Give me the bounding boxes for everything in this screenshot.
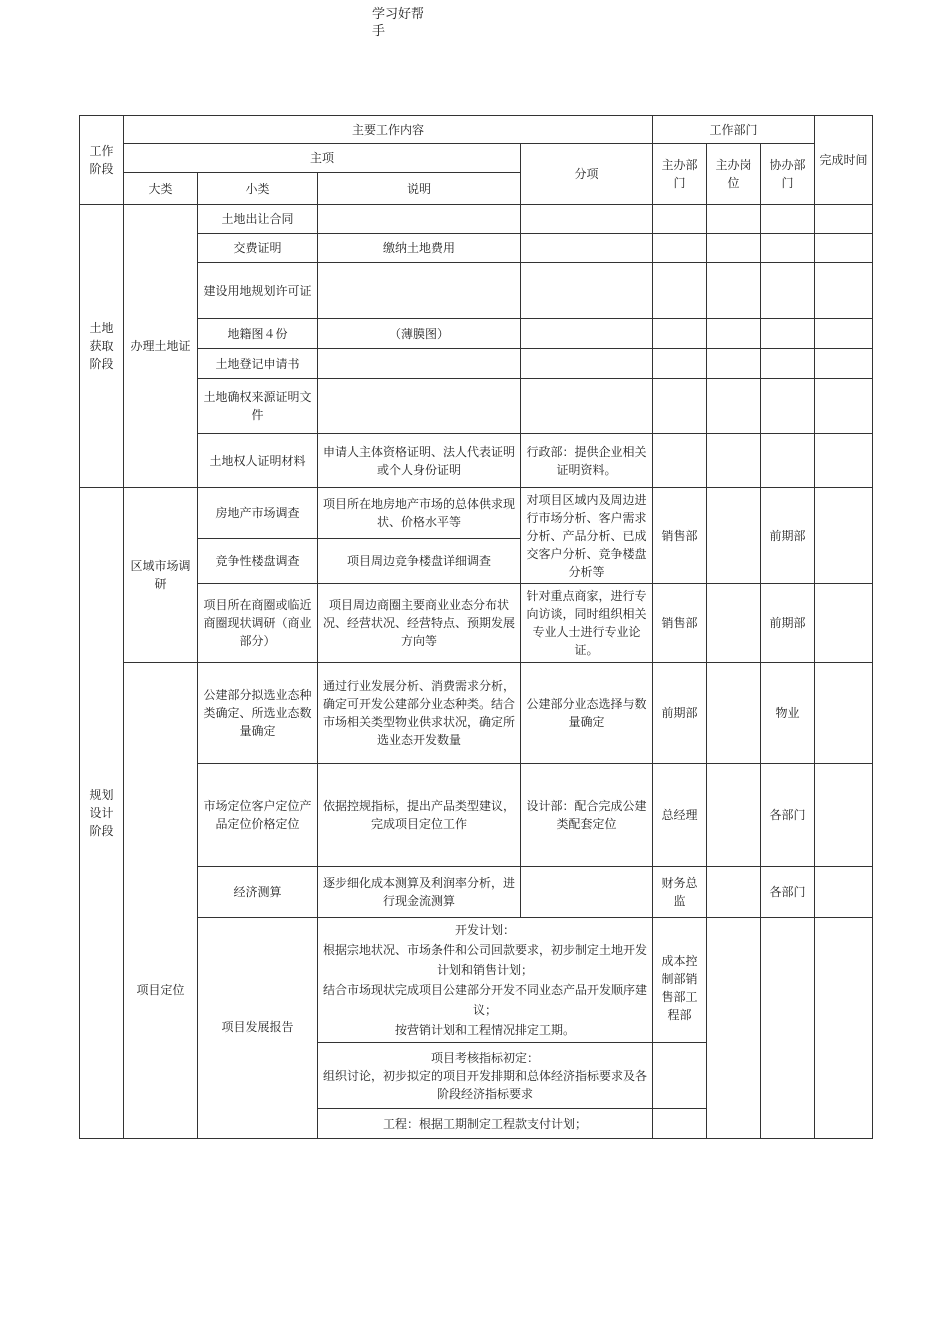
report-plan-block	[318, 918, 653, 1043]
market-item-2: 针对重点商家，进行专向访谈，同时组织相关专业人士进行专业论证。	[521, 584, 653, 663]
land-post-2	[707, 263, 761, 319]
report-kpi-title: 项目考核指标初定：	[431, 1050, 540, 1065]
land-assist-0	[761, 205, 815, 234]
report-kpi-lead	[653, 1043, 707, 1109]
report-sub: 项目发展报告	[198, 918, 318, 1139]
land-time-3	[815, 319, 873, 349]
header-subcategory: 小类	[198, 173, 318, 205]
header-note: 学习好帮手	[372, 7, 425, 39]
land-item-1	[521, 234, 653, 263]
land-assist-2	[761, 263, 815, 319]
category-land-cert: 办理土地证	[124, 205, 198, 488]
pos-time-2	[815, 867, 873, 918]
category-market-research: 区域市场调研	[124, 488, 198, 663]
header-description: 说明	[318, 173, 521, 205]
land-sub-5: 土地确权来源证明文件	[198, 379, 318, 434]
report-eng-lead	[653, 1109, 707, 1139]
report-plan-line3: 按营销计划和工程情况排定工期。	[395, 1023, 576, 1037]
report-time	[815, 918, 873, 1139]
pos-time-1	[815, 764, 873, 867]
land-post-1	[707, 234, 761, 263]
land-time-4	[815, 349, 873, 379]
land-assist-3	[761, 319, 815, 349]
land-sub-2: 建设用地规划许可证	[198, 263, 318, 319]
pos-time-0	[815, 663, 873, 764]
report-kpi-line: 组织讨论，初步拟定的项目开发排期和总体经济指标要求及各阶段经济指标要求	[323, 1068, 648, 1101]
land-item-4	[521, 349, 653, 379]
report-plan-line2: 结合市场现状完成项目公建部分开发不同业态产品开发顺序建议；	[323, 983, 648, 1017]
land-post-4	[707, 349, 761, 379]
land-desc-2	[318, 263, 521, 319]
market-merged-lead: 销售部	[653, 488, 707, 584]
header-assist-dept: 协办部门	[761, 144, 815, 205]
market-assist-2: 前期部	[761, 584, 815, 663]
market-lead-2: 销售部	[653, 584, 707, 663]
land-time-1	[815, 234, 873, 263]
market-time-2	[815, 584, 873, 663]
land-lead-6	[653, 434, 707, 488]
pos-assist-1: 各部门	[761, 764, 815, 867]
header-completion-time: 完成时间	[815, 116, 873, 205]
market-sub-0: 房地产市场调查	[198, 488, 318, 539]
market-desc-0: 项目所在地房地产市场的总体供求现状、价格水平等	[318, 488, 521, 539]
market-merged-assist: 前期部	[761, 488, 815, 584]
report-assist	[761, 918, 815, 1139]
pos-assist-0: 物业	[761, 663, 815, 764]
header-work-dept: 工作部门	[653, 116, 815, 144]
land-desc-6: 申请人主体资格证明、法人代表证明或个人身份证明	[318, 434, 521, 488]
land-post-0	[707, 205, 761, 234]
land-post-6	[707, 434, 761, 488]
market-desc-2: 项目周边商圈主要商业业态分布状况、经营状况、经营特点、预期发展方向等	[318, 584, 521, 663]
stage-land: 土地获取阶段	[80, 205, 124, 488]
header-main-item: 主项	[124, 144, 521, 173]
pos-sub-0: 公建部分拟选业态种类确定、所选业态数量确定	[198, 663, 318, 764]
header-stage: 工作阶段	[80, 116, 124, 205]
report-kpi-block	[318, 1043, 653, 1109]
report-eng-line: 工程：根据工期制定工程款支付计划；	[318, 1109, 653, 1139]
pos-item-1: 设计部：配合完成公建类配套定位	[521, 764, 653, 867]
pos-desc-2: 逐步细化成本测算及利润率分析，进行现金流测算	[318, 867, 521, 918]
land-post-5	[707, 379, 761, 434]
land-assist-6	[761, 434, 815, 488]
land-assist-4	[761, 349, 815, 379]
market-merged-post	[707, 488, 761, 584]
land-lead-0	[653, 205, 707, 234]
land-sub-0: 土地出让合同	[198, 205, 318, 234]
land-item-5	[521, 379, 653, 434]
land-item-2	[521, 263, 653, 319]
land-lead-3	[653, 319, 707, 349]
header-category: 大类	[124, 173, 198, 205]
market-desc-1: 项目周边竞争楼盘详细调查	[318, 539, 521, 584]
land-lead-1	[653, 234, 707, 263]
market-sub-1: 竞争性楼盘调查	[198, 539, 318, 584]
land-desc-3: （薄膜图）	[318, 319, 521, 349]
pos-item-0: 公建部分业态选择与数量确定	[521, 663, 653, 764]
land-item-0	[521, 205, 653, 234]
land-item-3	[521, 319, 653, 349]
land-time-6	[815, 434, 873, 488]
report-plan-title: 开发计划：	[455, 923, 516, 937]
land-desc-1: 缴纳土地费用	[318, 234, 521, 263]
header-sub-item: 分项	[521, 144, 653, 205]
pos-post-2	[707, 867, 761, 918]
pos-sub-1: 市场定位客户定位产品定位价格定位	[198, 764, 318, 867]
land-sub-6: 土地权人证明材料	[198, 434, 318, 488]
report-post	[707, 918, 761, 1139]
market-time-0	[815, 488, 873, 584]
land-time-5	[815, 379, 873, 434]
land-time-0	[815, 205, 873, 234]
pos-assist-2: 各部门	[761, 867, 815, 918]
stage-planning: 规划设计阶段	[80, 488, 124, 1139]
header-main-content: 主要工作内容	[124, 116, 653, 144]
pos-desc-1: 依据控规指标，提出产品类型建议，完成项目定位工作	[318, 764, 521, 867]
land-lead-2	[653, 263, 707, 319]
pos-lead-0: 前期部	[653, 663, 707, 764]
land-time-2	[815, 263, 873, 319]
pos-post-0	[707, 663, 761, 764]
land-lead-5	[653, 379, 707, 434]
land-sub-3: 地籍图４份	[198, 319, 318, 349]
pos-item-2	[521, 867, 653, 918]
land-sub-4: 土地登记申请书	[198, 349, 318, 379]
land-post-3	[707, 319, 761, 349]
land-desc-5	[318, 379, 521, 434]
land-assist-5	[761, 379, 815, 434]
pos-desc-0: 通过行业发展分析、消费需求分析，确定可开发公建部分业态种类。结合市场相关类型物业供求状况，确定所选业态开发数量	[318, 663, 521, 764]
market-sub-2: 项目所在商圈或临近商圈现状调研（商业部分）	[198, 584, 318, 663]
land-item-6: 行政部：提供企业相关证明资料。	[521, 434, 653, 488]
pos-post-1	[707, 764, 761, 867]
work-plan-table	[79, 115, 873, 1139]
pos-lead-1: 总经理	[653, 764, 707, 867]
pos-sub-2: 经济测算	[198, 867, 318, 918]
land-desc-4	[318, 349, 521, 379]
header-lead-post: 主办岗位	[707, 144, 761, 205]
land-lead-4	[653, 349, 707, 379]
market-merged-item: 对项目区域内及周边进行市场分析、客户需求分析、产品分析、已成交客户分析、竞争楼盘分析等	[521, 488, 653, 584]
category-positioning: 项目定位	[124, 663, 198, 1139]
header-lead-dept: 主办部门	[653, 144, 707, 205]
report-plan-lead: 成本控制部销售部工程部	[653, 918, 707, 1043]
land-sub-1: 交费证明	[198, 234, 318, 263]
land-desc-0	[318, 205, 521, 234]
market-post-2	[707, 584, 761, 663]
land-assist-1	[761, 234, 815, 263]
pos-lead-2: 财务总监	[653, 867, 707, 918]
report-plan-line1: 根据宗地状况、市场条件和公司回款要求，初步制定土地开发计划和销售计划；	[323, 943, 648, 977]
